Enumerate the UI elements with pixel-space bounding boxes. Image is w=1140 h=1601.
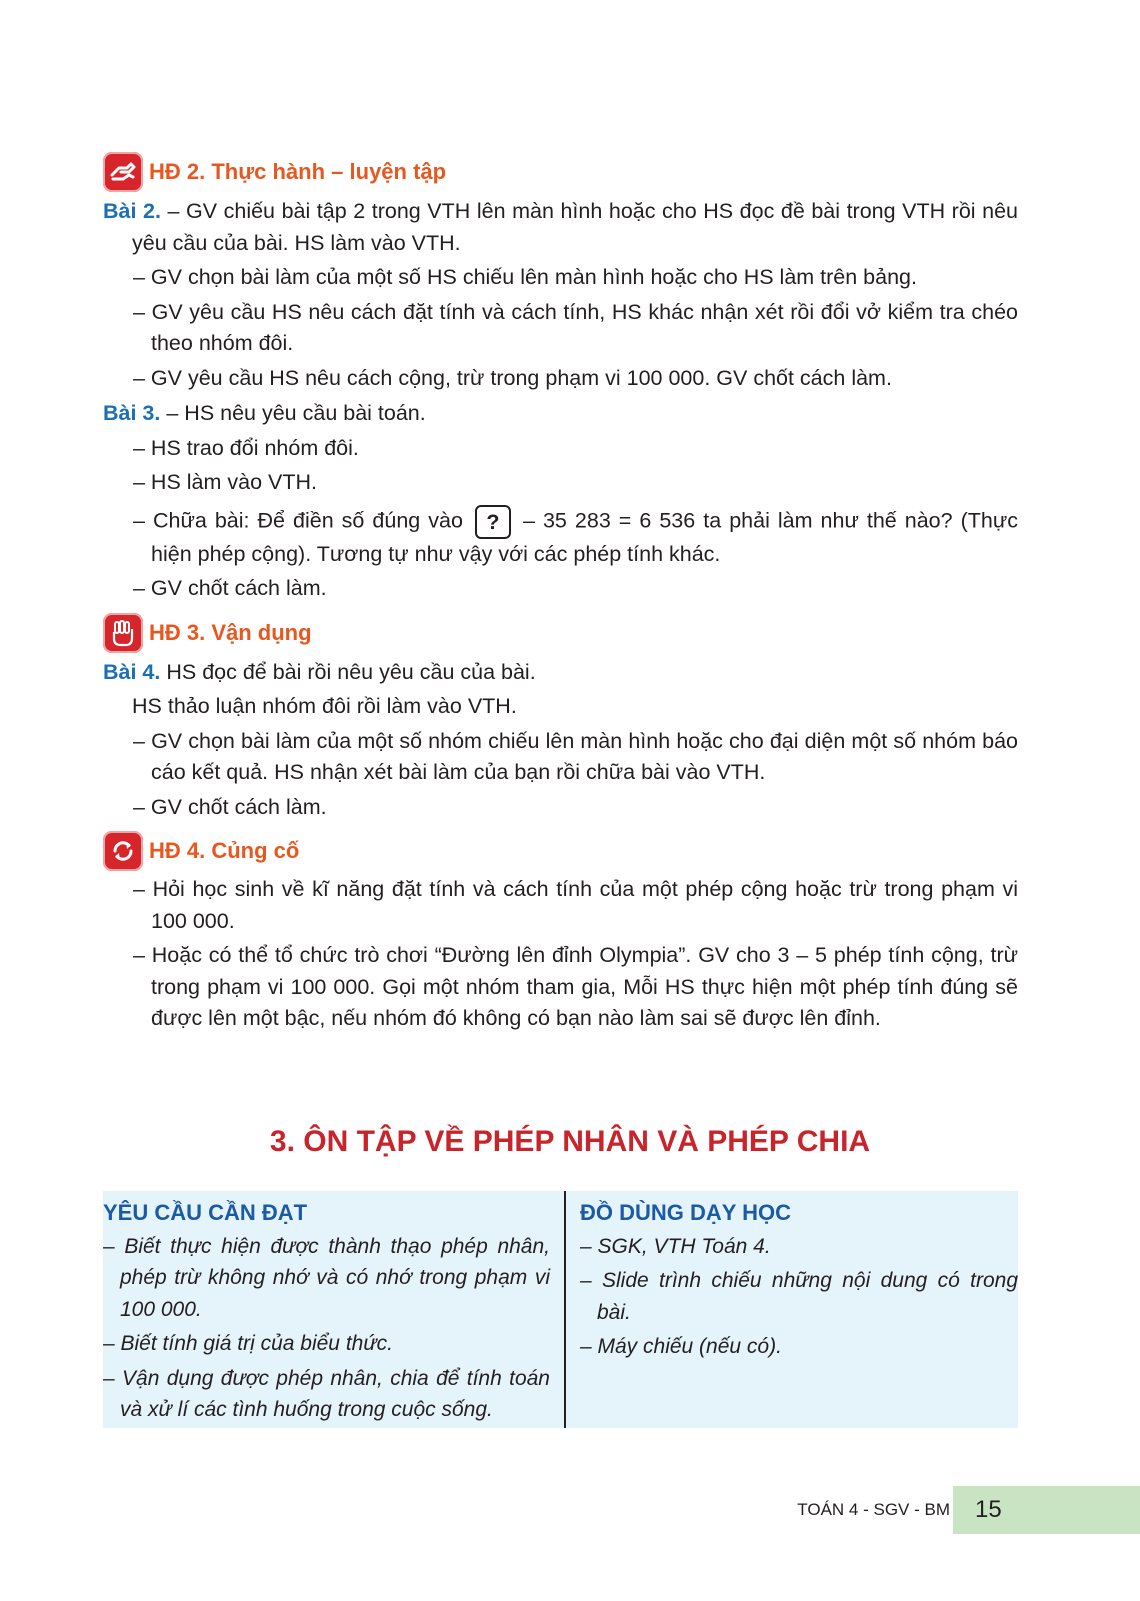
bai3-paragraph (103, 398, 1018, 430)
hd3-title: HĐ 3. Vận dụng (149, 619, 312, 645)
bai2-text: – GV chiếu bài tập 2 trong VTH lên màn hình hoặc cho HS đọc đề bài trong VTH rồi nêu yêu cầu của bài. HS làm vào VTH. (132, 199, 1018, 255)
hd4-heading (103, 831, 1018, 871)
materials-heading: ĐỒ DÙNG DẠY HỌC (580, 1200, 792, 1225)
bai3-item: – GV chốt cách làm. (133, 576, 327, 600)
hd3-heading (103, 613, 1018, 653)
bai4-paragraph (103, 657, 1018, 689)
chua-bai-before: – Chữa bài: Để điền số đúng vào (133, 508, 463, 533)
material-item: – Slide trình chiếu những nội dung có trong bài. (580, 1269, 1018, 1324)
hd2-title: HĐ 2. Thực hành – luyện tập (149, 159, 447, 185)
bai2-paragraph (103, 196, 1018, 259)
bai3-item: – HS làm vào VTH. (133, 470, 317, 494)
page-content (103, 152, 1018, 1035)
requirements-box (103, 1191, 1018, 1428)
bai2-item: – GV chọn bài làm của một số HS chiếu lên màn hình hoặc cho HS làm trên bảng. (133, 265, 917, 289)
hd4-item: – Hoặc có thể tổ chức trò chơi “Đường lên đỉnh Olympia”. GV cho 3 – 5 phép tính cộng, trừ trong phạm vi 100 000. Gọi một nhóm tham gia, Mỗi HS thực hiện một phép tính đúng sẽ được lên một bậc, nếu nhóm đó không có bạn nào làm sai sẽ được lên đỉnh. (133, 943, 1018, 1030)
material-item: – Máy chiếu (nếu có). (580, 1335, 782, 1358)
refresh-icon (103, 831, 143, 871)
chua-bai-after: – 35 283 = 6 536 ta phải làm như thế nào? (Thực hiện phép cộng). Tương tự như vậy với các phép tính khác. (151, 508, 1019, 566)
bai2-item: – GV yêu cầu HS nêu cách cộng, trừ trong phạm vi 100 000. GV chốt cách làm. (133, 365, 892, 390)
requirement-item: – Biết tính giá trị của biểu thức. (103, 1332, 393, 1355)
hd4-title: HĐ 4. Củng cố (149, 838, 300, 864)
material-item: – SGK, VTH Toán 4. (580, 1234, 771, 1258)
fist-icon (103, 613, 143, 653)
page-number: 15 (975, 1496, 1002, 1523)
hands-icon (103, 152, 143, 192)
materials-column (566, 1191, 1018, 1428)
requirements-heading: YÊU CẦU CẦN ĐẠT (103, 1200, 308, 1225)
bai3-text: – HS nêu yêu cầu bài toán. (166, 401, 426, 425)
requirement-item: – Vận dụng được phép nhân, chia để tính toán và xử lí các tình huống trong cuộc sống. (103, 1366, 550, 1421)
bai2-item: – GV yêu cầu HS nêu cách đặt tính và cách tính, HS khác nhận xét rồi đổi vở kiểm tra chéo theo nhóm đôi. (133, 299, 1018, 355)
bai4-text: HS đọc để bài rồi nêu yêu cầu của bài. (166, 659, 536, 684)
footer-book-title: TOÁN 4 - SGV - BM (797, 1500, 950, 1519)
bai3-label: Bài 3. (103, 401, 161, 425)
bai3-item: – HS trao đổi nhóm đôi. (133, 435, 359, 460)
page-number-tab (953, 1486, 1140, 1534)
hd4-item: – Hỏi học sinh về kĩ năng đặt tính và cách tính của một phép cộng hoặc trừ trong phạm vi 100 000. (133, 877, 1018, 933)
question-box: ? (475, 505, 511, 539)
requirements-column (103, 1191, 566, 1428)
bai4-label: Bài 4. (103, 659, 161, 684)
bai2-label: Bài 2. (103, 199, 161, 223)
hd2-heading (103, 152, 1018, 192)
bai3-chua-bai (103, 505, 1018, 571)
bai4-line2: HS thảo luận nhóm đôi rồi làm vào VTH. (132, 694, 517, 718)
section3-title: 3. ÔN TẬP VỀ PHÉP NHÂN VÀ PHÉP CHIA (269, 1125, 871, 1158)
requirement-item: – Biết thực hiện được thành thạo phép nhân, phép trừ không nhớ và có nhớ trong phạm vi 100 000. (103, 1234, 550, 1321)
bai4-item: – GV chốt cách làm. (133, 794, 327, 819)
bai4-item: – GV chọn bài làm của một số nhóm chiếu lên màn hình hoặc cho đại diện một số nhóm báo cáo kết quả. HS nhận xét bài làm của bạn rồi chữa bài vào VTH. (133, 728, 1018, 784)
